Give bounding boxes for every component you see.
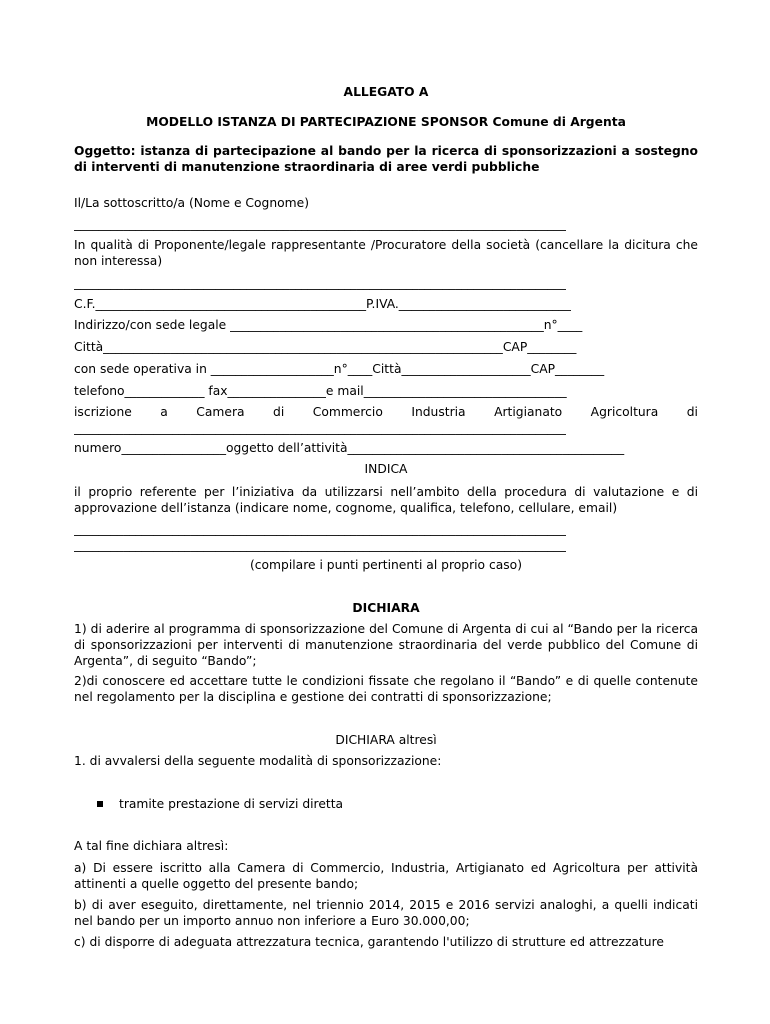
iscrizione-word: Agricoltura bbox=[590, 405, 659, 419]
referente-field-2[interactable]: ________________________________________________________________________________ bbox=[74, 538, 566, 552]
iscrizione-field[interactable]: ________________________________________________________________________________ bbox=[74, 421, 566, 435]
nome-cognome-field[interactable]: ________________________________________________________________________________ bbox=[74, 217, 566, 231]
document-subtitle: MODELLO ISTANZA DI PARTECIPAZIONE SPONSOR Comune di Argenta bbox=[146, 115, 626, 129]
indirizzo-field[interactable]: Indirizzo/con sede legale ___________________________________________________n°____ bbox=[74, 318, 583, 332]
qualita-paragraph: In qualità di Proponente/legale rappresentante /Procuratore della società (cancellare la dicitura che non interessa) bbox=[74, 238, 698, 268]
punto-b-paragraph: b) di aver eseguito, direttamente, nel triennio 2014, 2015 e 2016 servizi analoghi, a quelli indicati nel bando per un importo annuo non inferiore a Euro 30.000,00; bbox=[74, 898, 698, 928]
oggetto-paragraph: Oggetto: istanza di partecipazione al bando per la ricerca di sponsorizzazioni a sostegno di interventi di manutenzione straordinaria di aree verdi pubbliche bbox=[74, 144, 698, 174]
dichiara-heading: DICHIARA bbox=[352, 601, 420, 615]
punto-c-paragraph: c) di disporre di adeguata attrezzatura tecnica, garantendo l'utilizzo di strutture ed attrezzature bbox=[74, 935, 664, 949]
dichiara-altresi-heading: DICHIARA altresì bbox=[335, 733, 437, 747]
modalita-bullet-item bbox=[97, 796, 657, 812]
cf-piva-field[interactable]: C.F.____________________________________________P.IVA.____________________________ bbox=[74, 297, 571, 311]
indica-heading: INDICA bbox=[364, 462, 408, 476]
telefono-fax-email-field[interactable]: telefono_____________ fax________________e mail_________________________________ bbox=[74, 384, 567, 398]
citta-cap-field[interactable]: Città_________________________________________________________________CAP________ bbox=[74, 340, 577, 354]
iscrizione-word: a bbox=[160, 405, 168, 419]
iscrizione-word: Artigianato bbox=[494, 405, 563, 419]
iscrizione-word: di bbox=[686, 405, 698, 419]
iscrizione-word: iscrizione bbox=[74, 405, 132, 419]
sede-operativa-field[interactable]: con sede operativa in ____________________n°____Città_____________________CAP________ bbox=[74, 362, 605, 376]
qualita-field[interactable]: ________________________________________________________________________________ bbox=[74, 276, 566, 290]
bullet-text: tramite prestazione di servizi diretta bbox=[119, 797, 344, 811]
sottoscritto-label: Il/La sottoscritto/a (Nome e Cognome) bbox=[74, 196, 309, 210]
iscrizione-word: di bbox=[273, 405, 285, 419]
avvalersi-item: 1. di avvalersi della seguente modalità di sponsorizzazione: bbox=[74, 754, 442, 768]
punto-1-paragraph: 1) di aderire al programma di sponsorizzazione del Comune di Argenta di cui al “Bando per la ricerca di sponsorizzazioni per interventi di manutenzione straordinaria del verde pubblico del Comune di Argenta”, di seguito “Bando”; bbox=[74, 622, 698, 668]
a-tal-fine-label: A tal fine dichiara altresì: bbox=[74, 839, 229, 853]
compilare-note: (compilare i punti pertinenti al proprio caso) bbox=[249, 558, 523, 572]
document-title: ALLEGATO A bbox=[343, 85, 429, 99]
punto-2-paragraph: 2)di conoscere ed accettare tutte le condizioni fissate che regolano il “Bando” e di quelle contenute nel regolamento per la disciplina e gestione dei contratti di sponsorizzazione; bbox=[74, 674, 698, 704]
iscrizione-word: Industria bbox=[411, 405, 466, 419]
square-bullet-icon bbox=[97, 801, 103, 807]
punto-a-paragraph: a) Di essere iscritto alla Camera di Commercio, Industria, Artigianato ed Agricoltura per attività attinenti a quelle oggetto del presente bando; bbox=[74, 861, 698, 891]
iscrizione-word: Camera bbox=[196, 405, 245, 419]
iscrizione-row bbox=[74, 404, 698, 420]
referente-field-1[interactable]: ________________________________________________________________________________ bbox=[74, 522, 566, 536]
referente-paragraph: il proprio referente per l’iniziativa da utilizzarsi nell’ambito della procedura di valutazione e di approvazione dell’istanza (indicare nome, cognome, qualifica, telefono, cellulare, email) bbox=[74, 485, 698, 515]
iscrizione-word: Commercio bbox=[312, 405, 383, 419]
numero-oggetto-field[interactable]: numero_________________oggetto dell’attività_____________________________________________ bbox=[74, 441, 625, 455]
